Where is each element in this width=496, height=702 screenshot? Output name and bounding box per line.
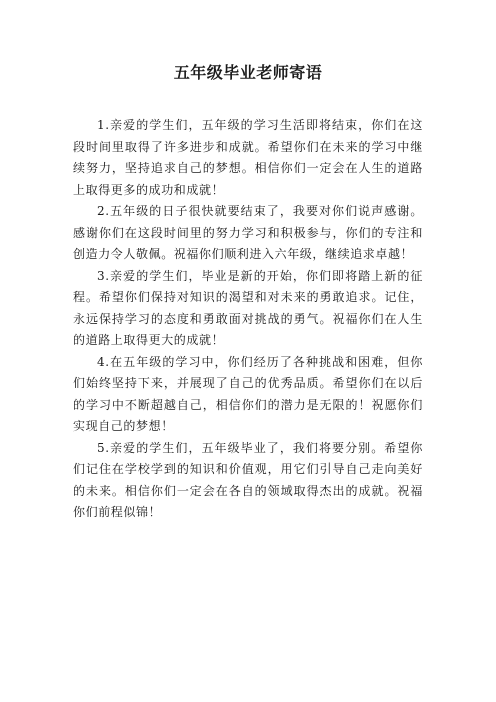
paragraph-2: 2.五年级的日子很快就要结束了，我要对你们说声感谢。感谢你们在这段时间里的努力学习和积极参与，你们的专注和创造力令人敬佩。祝福你们顺利进入六年级，继续追求卓越！	[73, 204, 423, 261]
paragraph-4: 4.在五年级的学习中，你们经历了各种挑战和困难，但你们始终坚持下来，并展现了自己的优秀品质。希望你们在以后的学习中不断超越自己，相信你们的潜力是无限的！祝愿你们实现自己的梦想！	[73, 354, 423, 433]
paragraph-5: 5.亲爱的学生们，五年级毕业了，我们将要分别。希望你们记住在学校学到的知识和价值观，用它们引导自己走向美好的未来。相信你们一定会在各自的领域取得杰出的成就。祝福你们前程似锦！	[73, 440, 423, 519]
paragraph-1: 1.亲爱的学生们，五年级的学习生活即将结束，你们在这段时间里取得了许多进步和成就。希望你们在未来的学习中继续努力，坚持追求自己的梦想。相信你们一定会在人生的道路上取得更多的成功和成就！	[73, 118, 423, 197]
document-title: 五年级毕业老师寄语	[173, 63, 323, 82]
paragraph-3: 3.亲爱的学生们，毕业是新的开始，你们即将踏上新的征程。希望你们保持对知识的渴望和对未来的勇敢追求。记住，永远保持学习的态度和勇敢面对挑战的勇气。祝福你们在人生的道路上取得更大的成就！	[73, 268, 423, 347]
document-body	[73, 115, 423, 524]
